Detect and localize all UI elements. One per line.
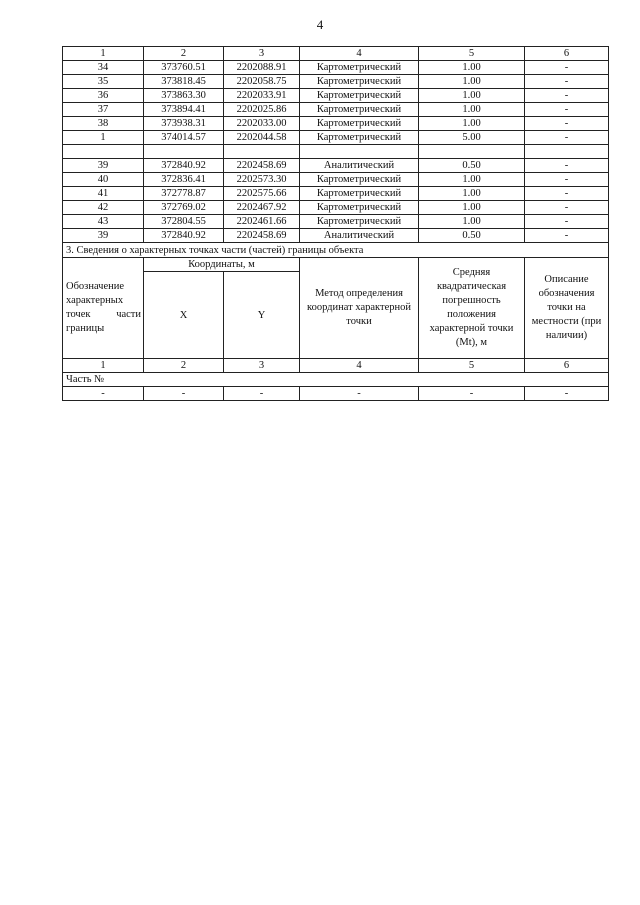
description-cell: - (525, 201, 609, 215)
accuracy-cell: 1.00 (419, 117, 525, 131)
table-row (63, 75, 609, 89)
table-row (63, 201, 609, 215)
column-number-row (63, 47, 609, 61)
accuracy-cell: 1.00 (419, 61, 525, 75)
column-number: 3 (224, 359, 300, 373)
header-description: Описание обозначения точки на местности (при наличии) (525, 258, 609, 359)
x-coordinate-cell: 373818.45 (144, 75, 224, 89)
method-cell: Аналитический (300, 159, 419, 173)
description-cell: - (525, 117, 609, 131)
y-coordinate-cell: 2202458.69 (224, 159, 300, 173)
method-cell: Картометрический (300, 201, 419, 215)
point-number-cell: 38 (63, 117, 144, 131)
method-cell: Картометрический (300, 89, 419, 103)
table-cell: - (63, 387, 144, 401)
y-coordinate-cell: 2202573.30 (224, 173, 300, 187)
table-cell: - (224, 387, 300, 401)
table-cell: - (525, 387, 609, 401)
y-coordinate-cell: 2202575.66 (224, 187, 300, 201)
method-cell: Картометрический (300, 187, 419, 201)
y-coordinate-cell: 2202033.91 (224, 89, 300, 103)
column-number: 5 (419, 47, 525, 61)
method-cell: Картометрический (300, 103, 419, 117)
point-number-cell: 36 (63, 89, 144, 103)
accuracy-cell: 1.00 (419, 89, 525, 103)
y-coordinate-cell: 2202088.91 (224, 61, 300, 75)
method-cell: Картометрический (300, 173, 419, 187)
method-cell: Картометрический (300, 131, 419, 145)
point-number-cell: 41 (63, 187, 144, 201)
x-coordinate-cell: 372769.02 (144, 201, 224, 215)
table-row (63, 187, 609, 201)
part-label: Часть № (63, 373, 609, 387)
header-method: Метод определения координат характерной точки (300, 258, 419, 359)
description-cell: - (525, 187, 609, 201)
table-row (63, 131, 609, 145)
section3-header-row-1 (63, 258, 609, 272)
accuracy-cell: 0.50 (419, 229, 525, 243)
y-coordinate-cell: 2202461.66 (224, 215, 300, 229)
method-cell: Картометрический (300, 117, 419, 131)
method-cell: Аналитический (300, 229, 419, 243)
column-number: 2 (144, 47, 224, 61)
accuracy-cell: 1.00 (419, 215, 525, 229)
x-coordinate-cell: 372840.92 (144, 159, 224, 173)
description-cell: - (525, 173, 609, 187)
y-coordinate-cell: 2202458.69 (224, 229, 300, 243)
point-number-cell: 40 (63, 173, 144, 187)
description-cell: - (525, 89, 609, 103)
section3-empty-row (63, 387, 609, 401)
accuracy-cell: 1.00 (419, 187, 525, 201)
accuracy-cell: 1.00 (419, 103, 525, 117)
point-number-cell: 35 (63, 75, 144, 89)
table-row (63, 89, 609, 103)
accuracy-cell: 1.00 (419, 201, 525, 215)
boundary-points-table (62, 46, 609, 401)
header-y: Y (224, 272, 300, 359)
description-cell: - (525, 159, 609, 173)
description-cell: - (525, 61, 609, 75)
point-number-cell: 1 (63, 131, 144, 145)
description-cell: - (525, 75, 609, 89)
x-coordinate-cell: 373938.31 (144, 117, 224, 131)
x-coordinate-cell: 373894.41 (144, 103, 224, 117)
description-cell: - (525, 103, 609, 117)
column-number: 6 (525, 47, 609, 61)
y-coordinate-cell: 2202025.86 (224, 103, 300, 117)
accuracy-cell: 0.50 (419, 159, 525, 173)
table-row (63, 103, 609, 117)
table-row (63, 215, 609, 229)
table-row (63, 117, 609, 131)
column-number: 1 (63, 47, 144, 61)
point-number-cell: 42 (63, 201, 144, 215)
accuracy-cell: 1.00 (419, 173, 525, 187)
y-coordinate-cell: 2202467.92 (224, 201, 300, 215)
y-coordinate-cell: 2202044.58 (224, 131, 300, 145)
empty-separator-row (63, 145, 609, 159)
header-coordinates: Координаты, м (144, 258, 300, 272)
table-cell: - (300, 387, 419, 401)
section3-title: 3. Сведения о характерных точках части (частей) границы объекта (63, 243, 609, 258)
column-number: 4 (300, 47, 419, 61)
accuracy-cell: 1.00 (419, 75, 525, 89)
x-coordinate-cell: 372840.92 (144, 229, 224, 243)
header-x: X (144, 272, 224, 359)
table-row (63, 229, 609, 243)
x-coordinate-cell: 372804.55 (144, 215, 224, 229)
column-number: 6 (525, 359, 609, 373)
point-number-cell: 43 (63, 215, 144, 229)
x-coordinate-cell: 373863.30 (144, 89, 224, 103)
table-row (63, 173, 609, 187)
point-number-cell: 34 (63, 61, 144, 75)
header-designation: Обозначение характерных точек части границы (63, 258, 144, 359)
method-cell: Картометрический (300, 215, 419, 229)
description-cell: - (525, 215, 609, 229)
y-coordinate-cell: 2202033.00 (224, 117, 300, 131)
page-number: 4 (316, 17, 324, 32)
table-cell: - (419, 387, 525, 401)
column-number: 1 (63, 359, 144, 373)
point-number-cell: 37 (63, 103, 144, 117)
point-number-cell: 39 (63, 229, 144, 243)
x-coordinate-cell: 374014.57 (144, 131, 224, 145)
point-number-cell: 39 (63, 159, 144, 173)
table-cell: - (144, 387, 224, 401)
accuracy-cell: 5.00 (419, 131, 525, 145)
description-cell: - (525, 229, 609, 243)
header-accuracy: Средняя квадратическая погрешность положения характерной точки (Mt), м (419, 258, 525, 359)
column-number: 3 (224, 47, 300, 61)
column-number: 2 (144, 359, 224, 373)
section3-column-number-row (63, 359, 609, 373)
x-coordinate-cell: 373760.51 (144, 61, 224, 75)
table-row (63, 159, 609, 173)
x-coordinate-cell: 372836.41 (144, 173, 224, 187)
description-cell: - (525, 131, 609, 145)
column-number: 4 (300, 359, 419, 373)
method-cell: Картометрический (300, 75, 419, 89)
y-coordinate-cell: 2202058.75 (224, 75, 300, 89)
column-number: 5 (419, 359, 525, 373)
x-coordinate-cell: 372778.87 (144, 187, 224, 201)
method-cell: Картометрический (300, 61, 419, 75)
table-row (63, 61, 609, 75)
